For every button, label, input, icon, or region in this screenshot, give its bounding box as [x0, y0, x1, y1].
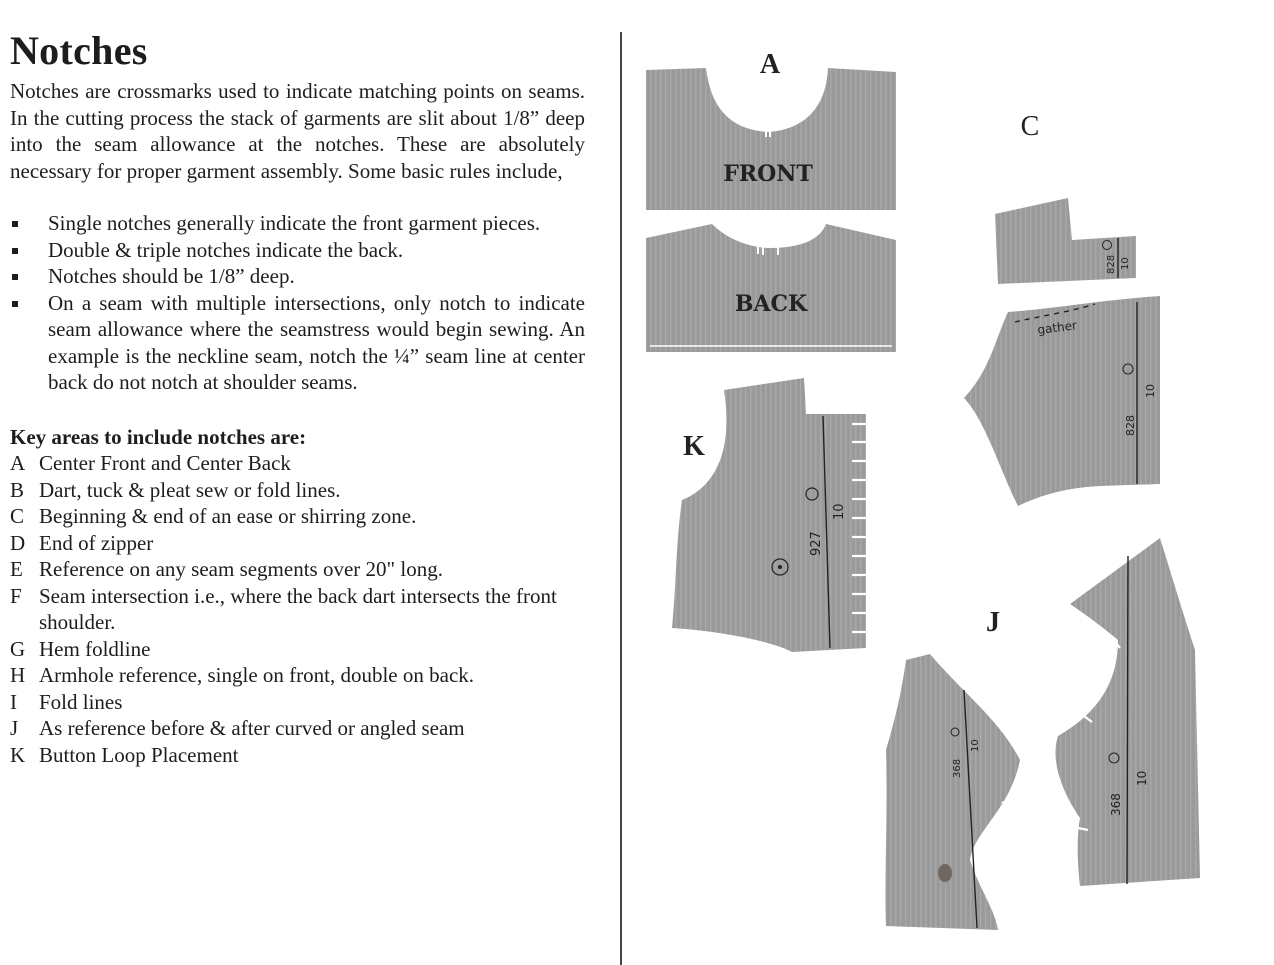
key-text: Seam intersection i.e., where the back dart intersects the front shoulder. — [39, 583, 557, 634]
piece-j2 — [1055, 538, 1200, 886]
label-a: A — [759, 49, 781, 80]
piece-k — [672, 378, 866, 652]
key-letter: H — [10, 663, 26, 687]
key-letter: A — [10, 451, 26, 475]
key-text: Reference on any seam segments over 20" long. — [39, 557, 443, 581]
c-large-size-number: 10 — [1144, 384, 1157, 398]
key-letter: B — [10, 477, 25, 502]
key-text: Dart, tuck & pleat sew or fold lines. — [39, 477, 341, 502]
j1-size-number: 10 — [970, 739, 981, 752]
key-areas-heading: Key areas to include notches are: — [10, 424, 307, 449]
key-letter: E — [10, 557, 23, 581]
key-letter: D — [10, 530, 26, 555]
key-letter: I — [10, 689, 17, 714]
k-size-number: 10 — [832, 503, 847, 520]
rule-text: Double & triple notches indicate the back. — [48, 237, 404, 262]
back-label: BACK — [734, 291, 808, 317]
key-text: Armhole reference, single on front, double on back. — [39, 663, 475, 687]
key-text: Fold lines — [39, 689, 123, 714]
label-c: C — [1020, 111, 1040, 142]
piece-c-large — [964, 296, 1160, 506]
key-text: Hem foldline — [39, 636, 151, 661]
key-letter: G — [10, 636, 26, 661]
j1-style-number: 368 — [952, 758, 963, 778]
j2-size-number: 10 — [1135, 770, 1149, 786]
key-text: Center Front and Center Back — [39, 451, 291, 475]
c-small-size-number: 10 — [1120, 257, 1131, 270]
rule-text: On a seam with multiple intersections, only notch to indicate seam allowance where the seamstress would begin sewing. An example is the neckline seam, notch the ¼” seam line at center back do not notch at shoulder seams. — [48, 290, 585, 394]
piece-c-small — [995, 198, 1136, 284]
key-text: End of zipper — [39, 530, 154, 555]
piece-front — [646, 68, 896, 210]
key-letter: F — [10, 583, 22, 608]
label-k: K — [683, 431, 705, 462]
k-style-number: 927 — [809, 531, 824, 556]
key-text: Button Loop Placement — [39, 742, 239, 767]
rule-text: Single notches generally indicate the front garment pieces. — [48, 211, 541, 235]
c-small-style-number: 828 — [1106, 254, 1117, 274]
page-title: Notches — [10, 28, 148, 73]
j2-style-number: 368 — [1109, 793, 1123, 816]
key-letter: J — [10, 716, 19, 740]
piece-back — [646, 224, 896, 352]
label-j: J — [986, 607, 1000, 638]
key-text: As reference before & after curved or angled seam — [39, 716, 465, 740]
gather-label: gather — [1036, 318, 1078, 337]
c-large-style-number: 828 — [1124, 415, 1137, 436]
front-label: FRONT — [723, 161, 813, 187]
piece-j1 — [885, 654, 1023, 930]
stain-mark — [938, 864, 952, 882]
rule-text: Notches should be 1/8” deep. — [48, 264, 295, 288]
key-text: Beginning & end of an ease or shirring zone. — [39, 504, 417, 528]
intro-paragraph: Notches are crossmarks used to indicate matching points on seams. In the cutting process the stack of garments are slit about 1/8” deep into the seam allowance at the notches. These are absolutely necessary for proper garment assembly. Some basic rules include, — [10, 79, 585, 183]
key-letter: K — [10, 742, 26, 767]
key-letter: C — [10, 504, 25, 528]
